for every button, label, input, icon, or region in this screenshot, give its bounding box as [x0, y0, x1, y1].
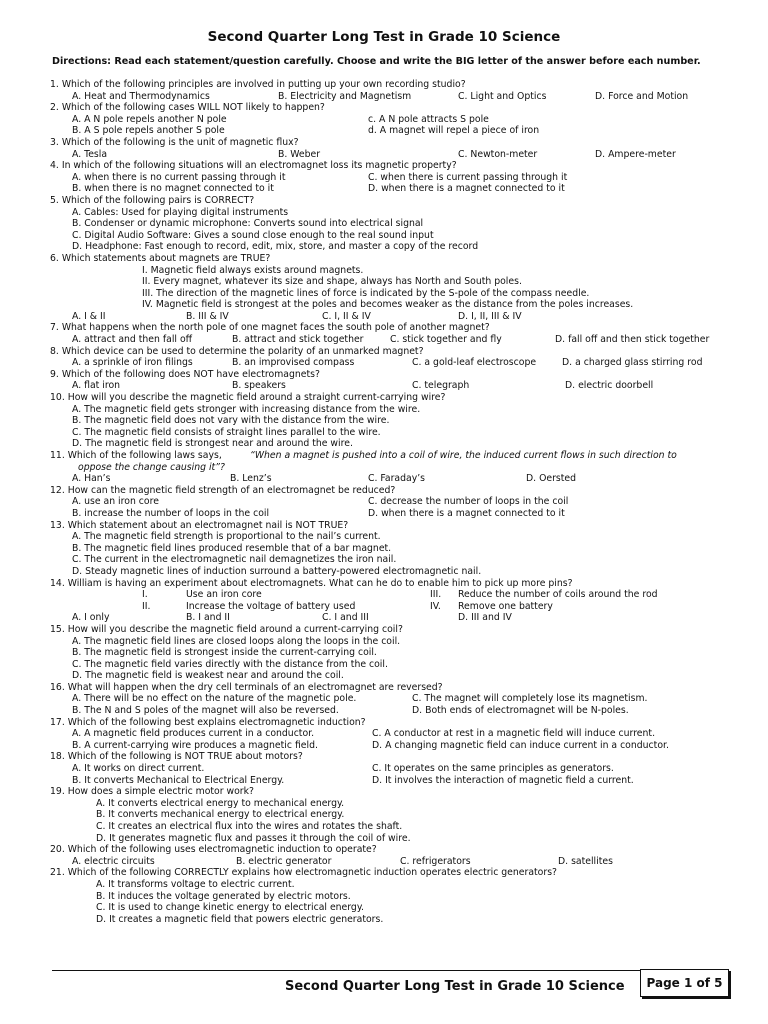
line-segment: D. It creates a magnetic field that powers electric generators.	[96, 913, 384, 925]
line-segment: III.	[430, 589, 442, 601]
line-segment: B. electric generator	[236, 855, 332, 867]
line-segment: B. Condenser or dynamic microphone: Converts sound into electrical signal	[72, 218, 424, 230]
text-line	[50, 380, 740, 392]
line-segment: B. Weber	[278, 148, 321, 160]
line-segment: III. The direction of the magnetic lines of force is indicated by the S-pole of the compass needle.	[142, 287, 590, 299]
text-line	[50, 427, 740, 439]
line-segment: D. A changing magnetic field can induce current in a conductor.	[372, 739, 669, 751]
line-segment: D. Both ends of electromagnet will be N-poles.	[412, 705, 629, 717]
text-line	[50, 149, 740, 161]
line-segment: A. Tesla	[72, 148, 108, 160]
line-segment: A. electric circuits	[72, 855, 155, 867]
text-line	[50, 543, 740, 555]
text-line	[50, 751, 740, 763]
line-segment: 9. Which of the following does NOT have electromagnets?	[50, 368, 320, 380]
line-segment: Reduce the number of coils around the rod	[458, 589, 658, 601]
line-segment: D. satellites	[558, 855, 613, 867]
text-line	[50, 786, 740, 798]
text-line	[50, 821, 740, 833]
line-segment: 6. Which statements about magnets are TRUE?	[50, 252, 271, 264]
line-segment: A. a sprinkle of iron filings	[72, 357, 193, 369]
text-line	[50, 404, 740, 416]
text-line	[50, 195, 740, 207]
line-segment: B. A current-carrying wire produces a magnetic field.	[72, 739, 318, 751]
line-segment: D. The magnetic field is weakest near and around the coil.	[72, 670, 344, 682]
line-segment: 17. Which of the following best explains electromagnetic induction?	[50, 716, 366, 728]
line-segment: C. The magnetic field consists of straight lines parallel to the wire.	[72, 426, 381, 438]
line-segment: D. Steady magnetic lines of induction surround a battery-powered electromagnetic nail.	[72, 565, 482, 577]
text-line	[50, 636, 740, 648]
text-line	[50, 392, 740, 404]
line-segment: 2. Which of the following cases WILL NOT likely to happen?	[50, 102, 325, 114]
line-segment: D. Ampere-meter	[595, 148, 676, 160]
line-segment: C. Newton-meter	[458, 148, 538, 160]
text-line	[50, 682, 740, 694]
line-segment: A. It converts electrical energy to mechanical energy.	[96, 797, 345, 809]
text-line	[50, 450, 740, 462]
text-line	[50, 554, 740, 566]
line-segment: 8. Which device can be used to determine the polarity of an unmarked magnet?	[50, 345, 424, 357]
text-line	[50, 265, 740, 277]
text-line	[50, 369, 740, 381]
line-segment: D. a charged glass stirring rod	[562, 357, 703, 369]
line-segment: “When a magnet is pushed into a coil of wire, the induced current flows in such direction to	[250, 450, 677, 461]
line-segment: C. a gold-leaf electroscope	[412, 357, 537, 369]
line-segment: B. speakers	[232, 380, 286, 392]
text-line	[50, 578, 740, 590]
page-number-label: Page 1 of 5	[646, 976, 723, 990]
line-segment: C. I and III	[322, 612, 369, 624]
line-segment: B. It induces the voltage generated by electric motors.	[96, 890, 351, 902]
text-line	[50, 867, 740, 879]
footer-rule	[52, 970, 640, 971]
line-segment: A. A magnetic field produces current in a conductor.	[72, 728, 315, 740]
line-segment: Increase the voltage of battery used	[186, 600, 356, 612]
line-segment: B. III & IV	[186, 310, 229, 322]
line-segment: C. It is used to change kinetic energy to electrical energy.	[96, 902, 364, 914]
line-segment: C. stick together and fly	[390, 334, 502, 346]
line-segment: D. Force and Motion	[595, 90, 689, 102]
line-segment: B. I and II	[186, 612, 230, 624]
text-line	[50, 102, 740, 114]
page-number-box	[640, 969, 729, 997]
text-line	[50, 914, 740, 926]
line-segment: A. It transforms voltage to electric current.	[96, 878, 295, 890]
line-segment: 7. What happens when the north pole of one magnet faces the south pole of another magnet?	[50, 322, 490, 334]
line-segment: C. refrigerators	[400, 855, 471, 867]
line-segment: B. It converts mechanical energy to electrical energy.	[96, 809, 345, 821]
line-segment: C. A conductor at rest in a magnetic field will induce current.	[372, 728, 656, 740]
text-line	[50, 160, 740, 172]
line-segment: oppose the change causing it”?	[78, 461, 225, 473]
line-segment: 13. Which statement about an electromagnet nail is NOT TRUE?	[50, 519, 349, 531]
text-line	[50, 114, 740, 126]
line-segment: A. Heat and Thermodynamics	[72, 90, 210, 102]
line-segment: C. It operates on the same principles as generators.	[372, 763, 614, 775]
line-segment: B. The magnetic field lines produced resemble that of a bar magnet.	[72, 542, 392, 554]
line-segment: C. The magnetic field varies directly with the distance from the coil.	[72, 658, 388, 670]
line-segment: C. The magnet will completely lose its magnetism.	[412, 693, 648, 705]
text-line	[50, 589, 740, 601]
text-line	[50, 520, 740, 532]
text-line	[50, 833, 740, 845]
text-line	[50, 415, 740, 427]
line-segment: D. electric doorbell	[565, 380, 654, 392]
question-list	[50, 79, 740, 925]
line-segment: D. Headphone: Fast enough to record, edit, mix, store, and master a copy of the record	[72, 241, 479, 253]
line-segment: A. I only	[72, 612, 110, 624]
directions: Directions: Read each statement/question carefully. Choose and write the BIG letter of the answer before each number.	[52, 56, 701, 67]
line-segment: A. It works on direct current.	[72, 763, 205, 775]
line-segment: 18. Which of the following is NOT TRUE about motors?	[50, 751, 303, 763]
text-line	[50, 473, 740, 485]
line-segment: A. The magnetic field lines are closed loops along the loops in the coil.	[72, 635, 401, 647]
text-line	[50, 624, 740, 636]
text-line	[50, 137, 740, 149]
text-line	[50, 299, 740, 311]
text-line	[50, 334, 740, 346]
text-line	[50, 879, 740, 891]
line-segment: Remove one battery	[458, 600, 553, 612]
text-line	[50, 798, 740, 810]
text-line	[50, 172, 740, 184]
line-segment: 5. Which of the following pairs is CORRECT?	[50, 194, 255, 206]
text-line	[50, 601, 740, 613]
line-segment: A. attract and then fall off	[72, 334, 193, 346]
line-segment: 21. Which of the following CORRECTLY explains how electromagnetic induction operates electric generators?	[50, 867, 557, 879]
line-segment: A. I & II	[72, 310, 106, 322]
line-segment: D. Oersted	[526, 473, 577, 485]
text-line	[50, 125, 740, 137]
line-segment: I. Magnetic field always exists around magnets.	[142, 264, 364, 276]
line-segment: D. It generates magnetic flux and passes it through the coil of wire.	[96, 832, 411, 844]
line-segment: 1. Which of the following principles are involved in putting up your own recording studio?	[50, 79, 466, 90]
text-line	[50, 230, 740, 242]
line-segment: B. attract and stick together	[232, 334, 364, 346]
text-line	[50, 288, 740, 300]
text-line	[50, 276, 740, 288]
text-line	[50, 775, 740, 787]
text-line	[50, 91, 740, 103]
line-segment: 16. What will happen when the dry cell terminals of an electromagnet are reversed?	[50, 681, 443, 693]
line-segment: II. Every magnet, whatever its size and shape, always has North and South poles.	[142, 276, 522, 288]
text-line	[50, 438, 740, 450]
line-segment: B. It converts Mechanical to Electrical Energy.	[72, 774, 285, 786]
text-line	[50, 462, 740, 474]
text-line	[50, 218, 740, 230]
line-segment: A. flat iron	[72, 380, 121, 392]
line-segment: 15. How will you describe the magnetic field around a current-carrying coil?	[50, 623, 403, 635]
text-line	[50, 856, 740, 868]
line-segment: C. I, II & IV	[322, 310, 371, 322]
line-segment: II.	[142, 600, 151, 612]
text-line	[50, 647, 740, 659]
line-segment: A. A N pole repels another N pole	[72, 113, 227, 125]
line-segment: D. It involves the interaction of magnetic field a current.	[372, 774, 634, 786]
text-line	[50, 508, 740, 520]
text-line	[50, 844, 740, 856]
line-segment: c. A N pole attracts S pole	[368, 113, 489, 125]
line-segment: A. There will be no effect on the nature of the magnetic pole.	[72, 693, 357, 705]
line-segment: 19. How does a simple electric motor work?	[50, 786, 254, 798]
line-segment: A. when there is no current passing through it	[72, 171, 286, 183]
line-segment: Use an iron core	[186, 589, 262, 601]
text-line	[50, 253, 740, 265]
line-segment: 10. How will you describe the magnetic field around a straight current-carrying wire?	[50, 392, 446, 404]
text-line	[50, 891, 740, 903]
line-segment: C. The current in the electromagnetic nail demagnetizes the iron nail.	[72, 554, 397, 566]
text-line	[50, 207, 740, 219]
line-segment: C. decrease the number of loops in the coil	[368, 496, 569, 508]
line-segment: C. It creates an electrical flux into the wires and rotates the shaft.	[96, 821, 403, 832]
line-segment: D. fall off and then stick together	[555, 334, 710, 346]
text-line	[50, 241, 740, 253]
text-line	[50, 183, 740, 195]
text-line	[50, 659, 740, 671]
line-segment: C. when there is current passing through it	[368, 171, 568, 183]
text-line	[50, 612, 740, 624]
text-line	[50, 809, 740, 821]
line-segment: B. Electricity and Magnetism	[278, 90, 412, 102]
line-segment: 14. William is having an experiment about electromagnets. What can he do to enable him to pick up more pins?	[50, 577, 573, 589]
text-line	[50, 566, 740, 578]
text-line	[50, 496, 740, 508]
text-line	[50, 357, 740, 369]
line-segment: C. telegraph	[412, 380, 470, 392]
line-segment: C. Light and Optics	[458, 90, 547, 102]
line-segment: C. Digital Audio Software: Gives a sound close enough to the real sound input	[72, 229, 434, 241]
line-segment: A. The magnetic field gets stronger with increasing distance from the wire.	[72, 403, 421, 415]
line-segment: 3. Which of the following is the unit of magnetic flux?	[50, 136, 299, 148]
line-segment: D. The magnetic field is strongest near and around the wire.	[72, 438, 353, 450]
line-segment: B. The N and S poles of the magnet will also be reversed.	[72, 705, 339, 717]
text-line	[50, 531, 740, 543]
text-line	[50, 79, 740, 91]
line-segment: IV. Magnetic field is strongest at the poles and becomes weaker as the distance from the poles increases.	[142, 299, 634, 311]
text-line	[50, 763, 740, 775]
line-segment: B. an improvised compass	[232, 357, 355, 369]
document-title: Second Quarter Long Test in Grade 10 Science	[207, 29, 561, 45]
text-line	[50, 311, 740, 323]
text-line	[50, 717, 740, 729]
line-segment: B. A S pole repels another S pole	[72, 125, 225, 137]
text-line	[50, 693, 740, 705]
line-segment: 12. How can the magnetic field strength of an electromagnet be reduced?	[50, 484, 396, 496]
line-segment: C. Faraday’s	[368, 473, 426, 485]
line-segment: B. increase the number of loops in the coil	[72, 507, 270, 519]
line-segment: D. when there is a magnet connected to it	[368, 183, 565, 195]
line-segment: 11. Which of the following laws says,	[50, 450, 222, 461]
text-line	[50, 705, 740, 717]
line-segment: A. Han’s	[72, 473, 111, 485]
line-segment: I.	[142, 589, 148, 601]
line-segment: B. Lenz’s	[230, 473, 272, 485]
line-segment: 20. Which of the following uses electromagnetic induction to operate?	[50, 844, 377, 856]
line-segment: 4. In which of the following situations will an electromagnet loss its magnetic property?	[50, 160, 457, 172]
text-line	[50, 670, 740, 682]
text-line	[50, 322, 740, 334]
line-segment: A. Cables: Used for playing digital instruments	[72, 206, 289, 218]
text-line	[50, 728, 740, 740]
line-segment: D. when there is a magnet connected to it	[368, 507, 565, 519]
line-segment: B. The magnetic field is strongest inside the current-carrying coil.	[72, 647, 377, 659]
line-segment: A. use an iron core	[72, 496, 159, 508]
line-segment: IV.	[430, 600, 441, 612]
line-segment: B. The magnetic field does not vary with the distance from the wire.	[72, 415, 390, 427]
line-segment: A. The magnetic field strength is proportional to the nail’s current.	[72, 531, 381, 543]
line-segment: d. A magnet will repel a piece of iron	[368, 125, 540, 137]
text-line	[50, 485, 740, 497]
line-segment: B. when there is no magnet connected to it	[72, 183, 274, 195]
text-line	[50, 902, 740, 914]
line-segment: D. I, II, III & IV	[458, 310, 522, 322]
text-line	[50, 740, 740, 752]
line-segment: D. III and IV	[458, 612, 512, 624]
footer-title: Second Quarter Long Test in Grade 10 Science	[285, 979, 625, 994]
text-line	[50, 346, 740, 358]
